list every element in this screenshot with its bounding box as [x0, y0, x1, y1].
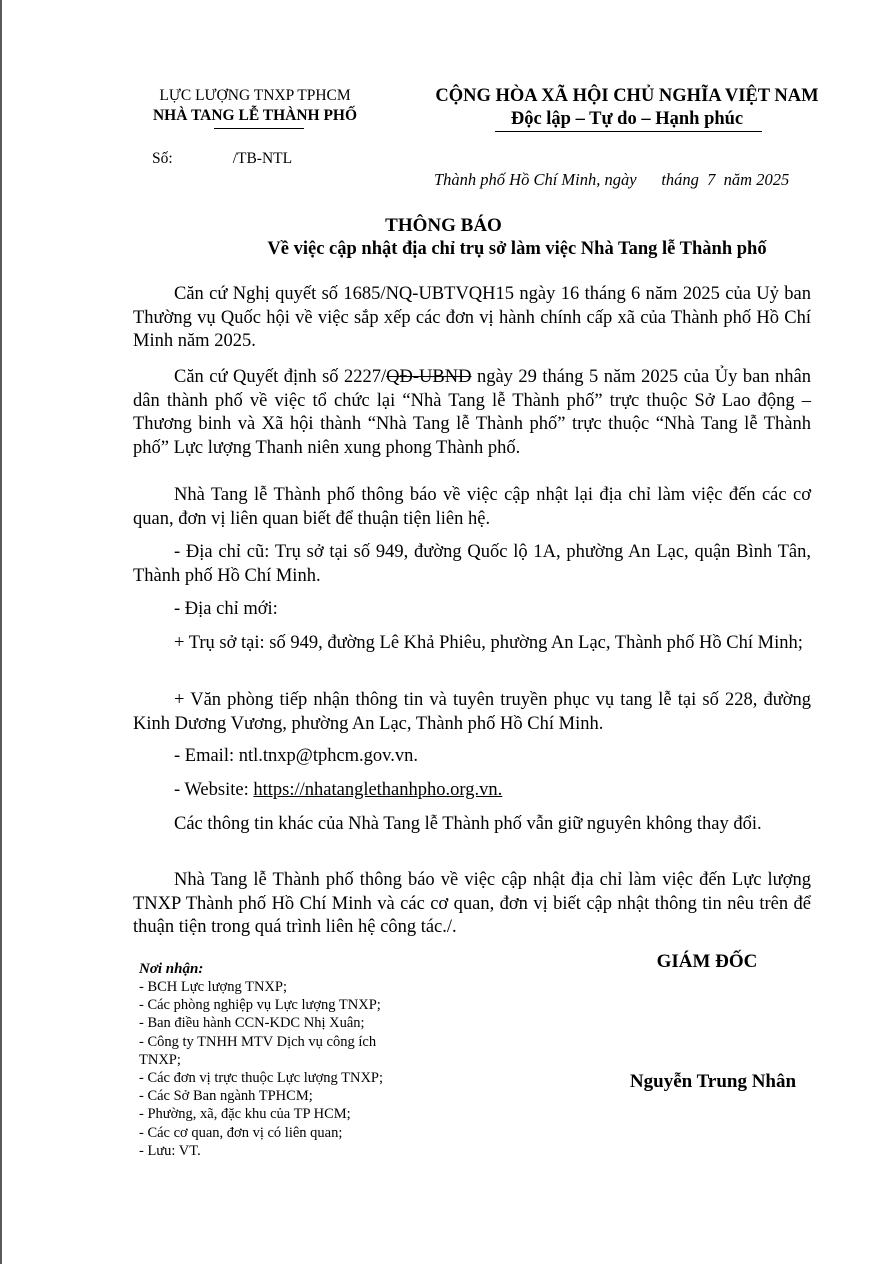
- document-number: [152, 149, 292, 169]
- old-address: [133, 541, 811, 588]
- recipient-item: - Lưu: VT.: [139, 1142, 201, 1159]
- decision-text-b: ngày 29 tháng 5 năm 2025 của Ủy ban nhân dân thành phố về việc tổ chức lại “Nhà Tang lễ Thành phố” trực thuộc Sở Lao động – Thương binh và Xã hội thành “Nhà Tang lễ Thành phố” trực thuộc “Nhà Tang lễ Thành phố” Lực lượng Thanh niên xung phong Thành phố.: [133, 367, 811, 458]
- document-number-label: Số:: [152, 150, 173, 167]
- recipient-item: - Phường, xã, đặc khu của TP HCM;: [139, 1106, 351, 1123]
- paragraph-legal-basis-1-text: Căn cứ Nghị quyết số 1685/NQ-UBTVQH15 ngày 16 tháng 6 năm 2025 của Uỷ ban Thường vụ Quốc hội về việc sắp xếp các đơn vị hành chính cấp xã của Thành phố Hồ Chí Minh năm 2025.: [133, 284, 811, 351]
- document-number-value: /TB-NTL: [232, 150, 293, 167]
- org-parent-name: LỰC LƯỢNG TNXP TPHCM: [159, 87, 351, 104]
- website-line: [133, 779, 811, 803]
- email-end: .: [413, 746, 418, 766]
- recipient-item: - Công ty TNHH MTV Dịch vụ công ích: [139, 1033, 377, 1050]
- document-subject: Về việc cập nhật địa chỉ trụ sở làm việc Nhà Tang lễ Thành phố: [267, 239, 767, 259]
- paragraph-final: [133, 869, 811, 940]
- old-address-text: - Địa chỉ cũ: Trụ sở tại số 949, đường Quốc lộ 1A, phường An Lạc, quận Bình Tân, Thành phố Hồ Chí Minh.: [133, 542, 811, 586]
- new-address-headquarters-text: + Trụ sở tại: số 949, đường Lê Khả Phiêu, phường An Lạc, Thành phố Hồ Chí Minh;: [174, 633, 803, 653]
- new-address-office: [133, 689, 811, 736]
- recipient-item: - Các phòng nghiệp vụ Lực lượng TNXP;: [139, 997, 381, 1014]
- recipient-item: TNXP;: [139, 1051, 181, 1068]
- email-link[interactable]: ntl.tnxp@tphcm.gov.vn: [238, 746, 414, 766]
- email-line: [133, 745, 811, 769]
- new-address-label: [133, 598, 811, 622]
- email-label: - Email:: [174, 746, 239, 766]
- document-title: THÔNG BÁO: [385, 215, 502, 236]
- paragraph-other-info: [133, 813, 811, 837]
- new-address-office-text: + Văn phòng tiếp nhận thông tin và tuyên truyền phục vụ tang lễ tại số 228, đường Kinh Dương Vương, phường An Lạc, Thành phố Hồ Chí Minh.: [133, 690, 811, 734]
- signature-title: GIÁM ĐỐC: [656, 951, 758, 972]
- org-name: NHÀ TANG LỄ THÀNH PHỐ: [152, 107, 358, 124]
- motto-underline: [495, 131, 762, 132]
- issue-date: Thành phố Hồ Chí Minh, ngày tháng 7 năm 2025: [434, 170, 790, 189]
- recipient-item: - Ban điều hành CCN-KDC Nhị Xuân;: [139, 1015, 365, 1032]
- paragraph-announcement: [133, 484, 811, 531]
- website-link[interactable]: https://nhatanglethanhpho.org.vn.: [253, 780, 503, 800]
- new-address-headquarters: [133, 632, 811, 656]
- recipient-item: - BCH Lực lượng TNXP;: [139, 979, 287, 995]
- paragraph-other-info-text: Các thông tin khác của Nhà Tang lễ Thành phố vẫn giữ nguyên không thay đổi.: [174, 814, 762, 834]
- national-title: CỘNG HÒA XÃ HỘI CHỦ NGHĨA VIỆT NAM: [435, 86, 819, 106]
- new-address-label-text: - Địa chỉ mới:: [174, 599, 278, 619]
- recipient-item: - Các Sở Ban ngành TPHCM;: [139, 1088, 313, 1105]
- website-label: - Website:: [174, 780, 254, 800]
- paragraph-legal-basis-2: [133, 366, 811, 460]
- paragraph-announcement-text: Nhà Tang lễ Thành phố thông báo về việc cập nhật lại địa chỉ làm việc đến các cơ quan, đơn vị liên quan biết để thuận tiện liên hệ.: [133, 485, 811, 529]
- national-motto: Độc lập – Tự do – Hạnh phúc: [510, 109, 744, 129]
- recipient-item: - Các đơn vị trực thuộc Lực lượng TNXP;: [139, 1070, 384, 1087]
- recipients-title: Nơi nhận:: [139, 961, 204, 977]
- decision-text-a: Căn cứ Quyết định số 2227/: [174, 367, 387, 387]
- recipients-list: [139, 978, 429, 1160]
- org-underline: [214, 128, 304, 129]
- paragraph-final-text: Nhà Tang lễ Thành phố thông báo về việc cập nhật địa chỉ làm việc đến Lực lượng TNXP Thành phố Hồ Chí Minh và các cơ quan, đơn vị biết cập nhật thông tin nêu trên để thuận tiện trong quá trình liên hệ công tác./.: [133, 870, 811, 937]
- signer-name: Nguyễn Trung Nhân: [629, 1071, 797, 1092]
- recipient-item: - Các cơ quan, đơn vị có liên quan;: [139, 1124, 343, 1141]
- paragraph-legal-basis-1: [133, 283, 811, 354]
- decision-code-strikethrough: QĐ-UBND: [386, 367, 472, 387]
